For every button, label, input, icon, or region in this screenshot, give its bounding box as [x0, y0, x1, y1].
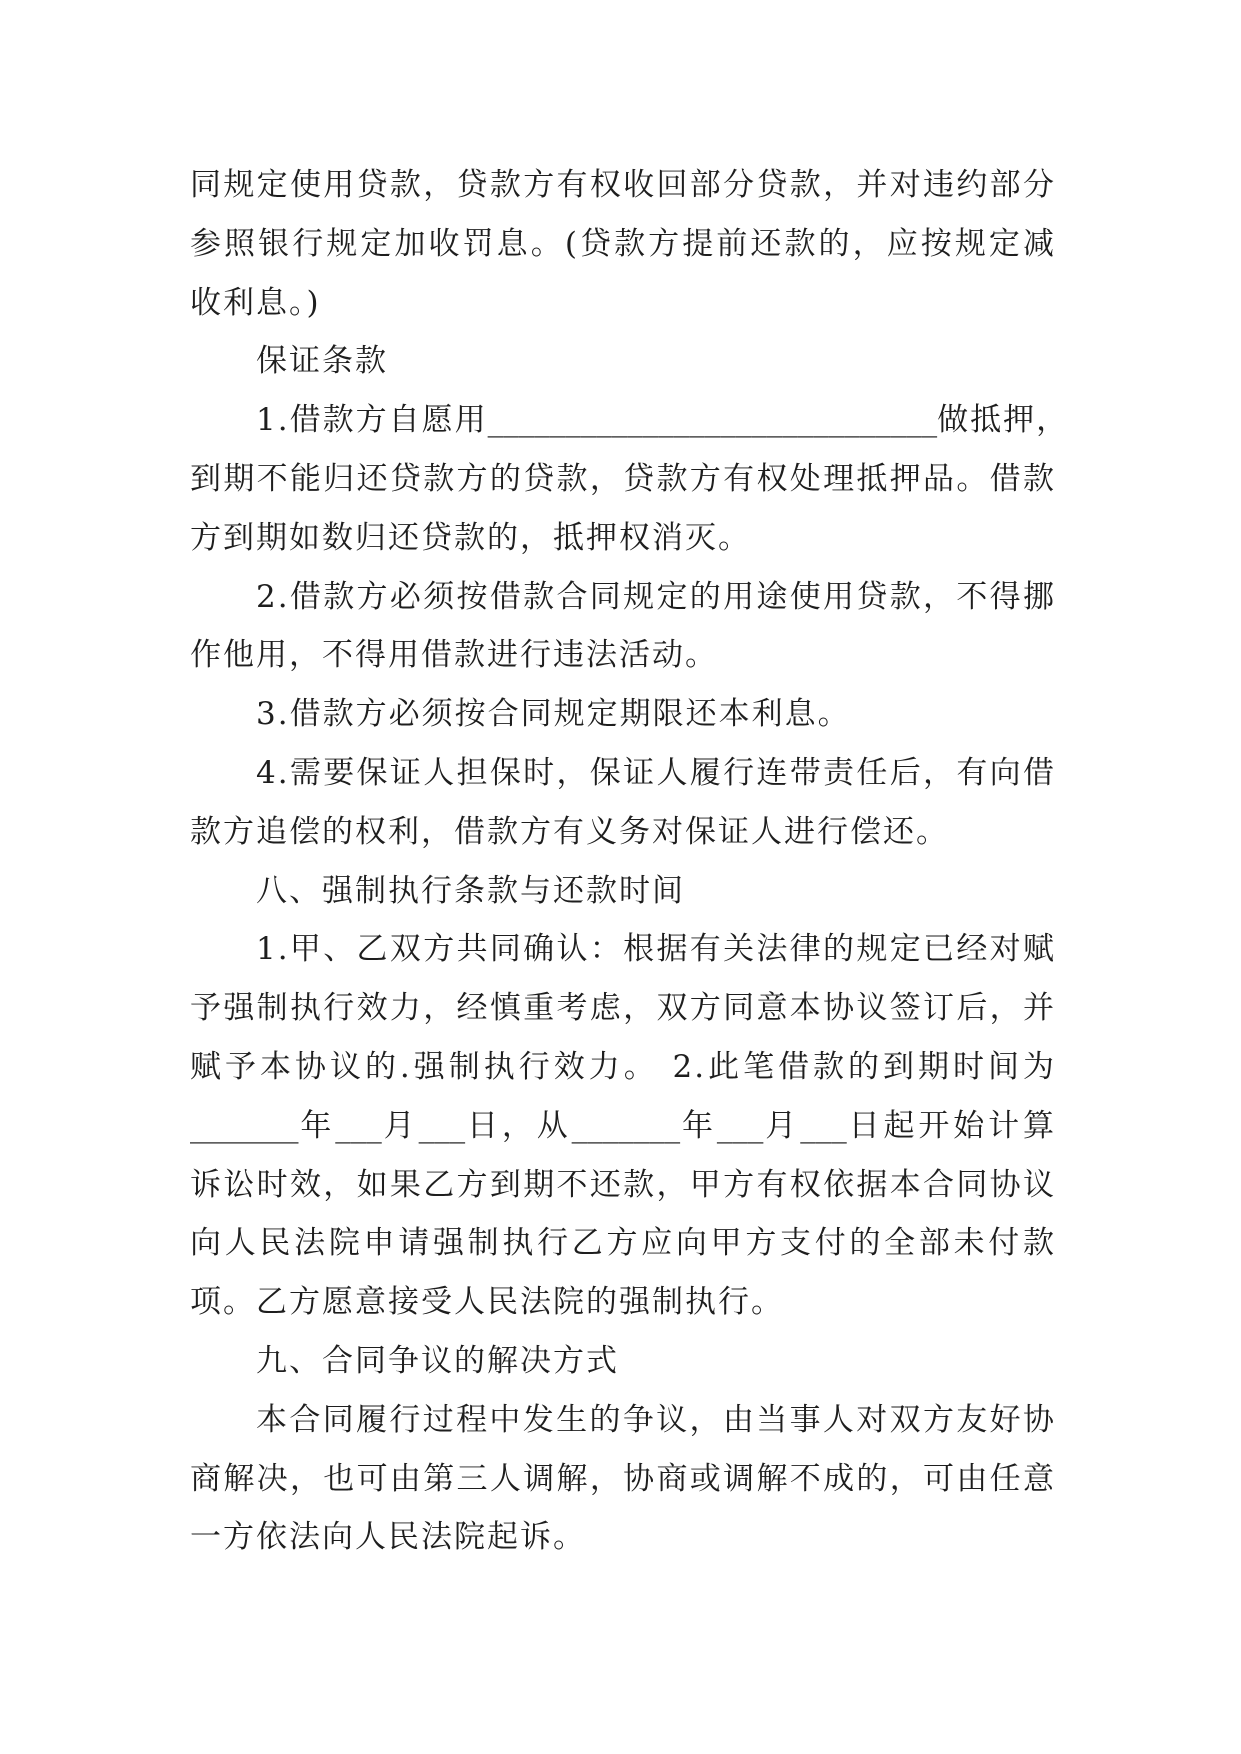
blank-underline: ___: [418, 1107, 466, 1144]
paragraph-penalty-interest: [190, 156, 1056, 332]
text-segment: 月: [763, 1107, 801, 1144]
text-segment: 日，从: [465, 1107, 572, 1144]
blank-underline: _______: [571, 1107, 681, 1144]
heading-text: 保证条款: [256, 343, 388, 380]
text-line: [190, 391, 1070, 450]
blank-underline: _____________________________: [487, 402, 938, 439]
text-line: 项。乙方愿意接受人民法院的强制执行。: [190, 1284, 784, 1321]
section-heading-enforcement: [190, 862, 1056, 921]
blank-underline: _______: [190, 1107, 299, 1144]
text-line: 向人民法院申请强制执行乙方应向甲方支付的全部未付款: [190, 1225, 1056, 1262]
text-line: 1.甲、乙双方共同确认：根据有关法律的规定已经对赋: [256, 931, 1056, 968]
text-line: 同规定使用贷款，贷款方有权收回部分贷款，并对违约部分: [190, 167, 1056, 203]
text-line: 商解决，也可由第三人调解，协商或调解不成的，可由任意: [190, 1460, 1056, 1497]
text-line: 诉讼时效，如果乙方到期不还款，甲方有权依据本合同协议: [190, 1166, 1056, 1203]
text-line: 参照银行规定加收罚息。(贷款方提前还款的，应按规定减: [190, 225, 1056, 262]
text-segment: 1.借款方自愿用: [256, 402, 488, 439]
clause-dispute-resolution: [190, 1391, 1056, 1567]
text-line: 一方依法向人民法院起诉。: [190, 1519, 586, 1556]
clause-collateral: [190, 391, 1070, 567]
text-line: 方到期如数归还贷款的，抵押权消灭。: [190, 519, 751, 556]
document-body: [190, 156, 1070, 1567]
heading-text: 九、合同争议的解决方式: [256, 1342, 619, 1379]
text-segment: 做抵押，: [937, 402, 1070, 439]
text-line: 予强制执行效力，经慎重考虑，双方同意本协议签订后，并: [190, 990, 1056, 1027]
text-line: [190, 1097, 1056, 1156]
clause-enforcement-confirmation: [190, 920, 1056, 1332]
section-heading-guarantee: [190, 332, 1056, 391]
text-line: 本合同履行过程中发生的争议，由当事人对双方友好协: [256, 1401, 1056, 1438]
text-line: 款方追偿的权利，借款方有义务对保证人进行偿还。: [190, 813, 949, 850]
text-line: 3.借款方必须按合同规定期限还本利息。: [256, 696, 851, 733]
text-segment: 年: [298, 1107, 336, 1144]
text-line: 4.需要保证人担保时，保证人履行连带责任后，有向借: [256, 754, 1056, 791]
text-line: 收利息。): [190, 284, 321, 321]
text-segment: 日起开始计算: [846, 1107, 1057, 1144]
heading-text: 八、强制执行条款与还款时间: [256, 872, 685, 909]
text-line: 到期不能归还贷款方的贷款，贷款方有权处理抵押品。借款: [190, 460, 1056, 497]
text-segment: 月: [381, 1107, 419, 1144]
blank-underline: ___: [335, 1107, 382, 1144]
text-line: 赋予本协议的.强制执行效力。 2.此笔借款的到期时间为: [190, 1048, 1056, 1085]
blank-underline: ___: [716, 1107, 764, 1144]
blank-underline: ___: [800, 1107, 847, 1144]
text-segment: 年: [680, 1107, 717, 1144]
clause-guarantor-recourse: [190, 744, 1056, 862]
text-line: 作他用，不得用借款进行违法活动。: [190, 637, 718, 674]
section-heading-dispute-resolution: [190, 1332, 1056, 1391]
clause-repayment-term: [190, 685, 1056, 744]
text-line: 2.借款方必须按借款合同规定的用途使用贷款，不得挪: [256, 578, 1056, 615]
clause-loan-purpose: [190, 568, 1056, 686]
